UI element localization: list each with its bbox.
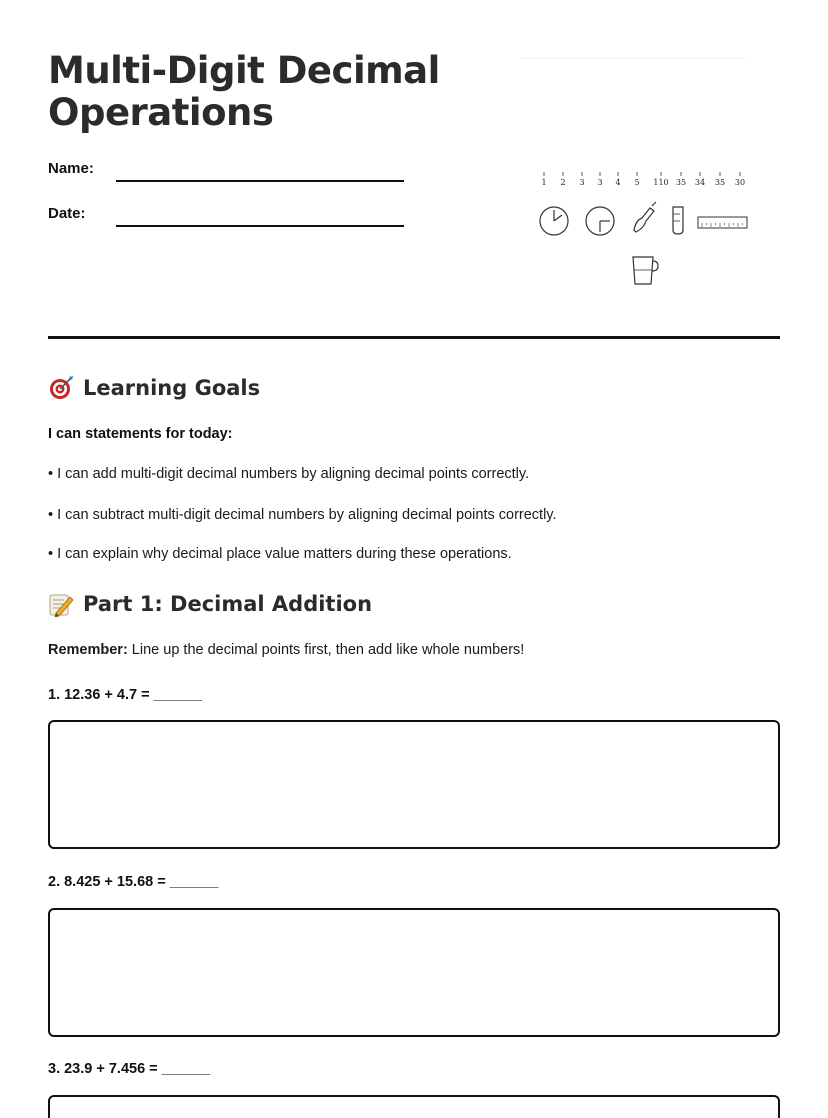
problem-2: 2. 8.425 + 15.68 = ______ [48,874,219,890]
ruler-number: 3 [597,178,603,187]
work-box-2[interactable] [48,908,780,1037]
goal-item-2: • I can subtract multi-digit decimal numbers by aligning decimal points correctly. [48,507,557,523]
learning-goals-title: Learning Goals [83,376,261,400]
learning-goals-heading [48,375,260,401]
remember-label: Remember: [48,642,128,658]
problem-1: 1. 12.36 + 4.7 = ______ [48,687,202,703]
ruler-number: 30 [734,178,746,187]
ruler-number: 110 [653,178,669,187]
problem-3: 3. 23.9 + 7.456 = ______ [48,1061,211,1077]
date-label: Date: [48,205,86,222]
magnifier-icon [634,202,656,232]
name-label: Name: [48,160,94,177]
beaker-icon [673,207,683,234]
remember-note [48,642,524,658]
ruler-number: 4 [615,178,621,187]
page-title [48,50,468,134]
memo-icon [48,591,74,617]
title-line-1: Multi-Digit Decimal [48,49,440,92]
goal-item-3: • I can explain why decimal place value matters during these operations. [48,546,512,562]
ruler-number: 1 [541,178,547,187]
remember-text: Line up the decimal points first, then add like whole numbers! [127,642,525,658]
ruler-number: 34 [694,178,706,187]
ruler-number: 35 [714,178,726,187]
ruler-number: 3 [579,178,585,187]
clock-icon [586,207,614,235]
name-blank-line[interactable] [116,180,404,182]
work-box-3[interactable] [48,1095,780,1118]
title-line-2: Operations [48,91,274,134]
goal-item-1: • I can add multi-digit decimal numbers by aligning decimal points correctly. [48,466,530,482]
ruler-number-strip [541,172,745,187]
ruler-number: 5 [634,178,640,187]
ruler-number: 2 [560,178,566,187]
clock-icon [540,207,568,235]
measuring-cup-icon [633,257,658,284]
i-can-intro: I can statements for today: [48,426,233,442]
ruler-icon [698,217,747,228]
part1-title: Part 1: Decimal Addition [83,592,373,616]
date-blank-line[interactable] [116,225,404,227]
section-divider [48,336,780,339]
ruler-number: 35 [675,178,687,187]
work-box-1[interactable] [48,720,780,849]
measuring-tools-illustration [530,168,760,293]
target-icon [48,375,74,401]
part1-heading [48,591,372,617]
faint-header-line [520,58,745,59]
